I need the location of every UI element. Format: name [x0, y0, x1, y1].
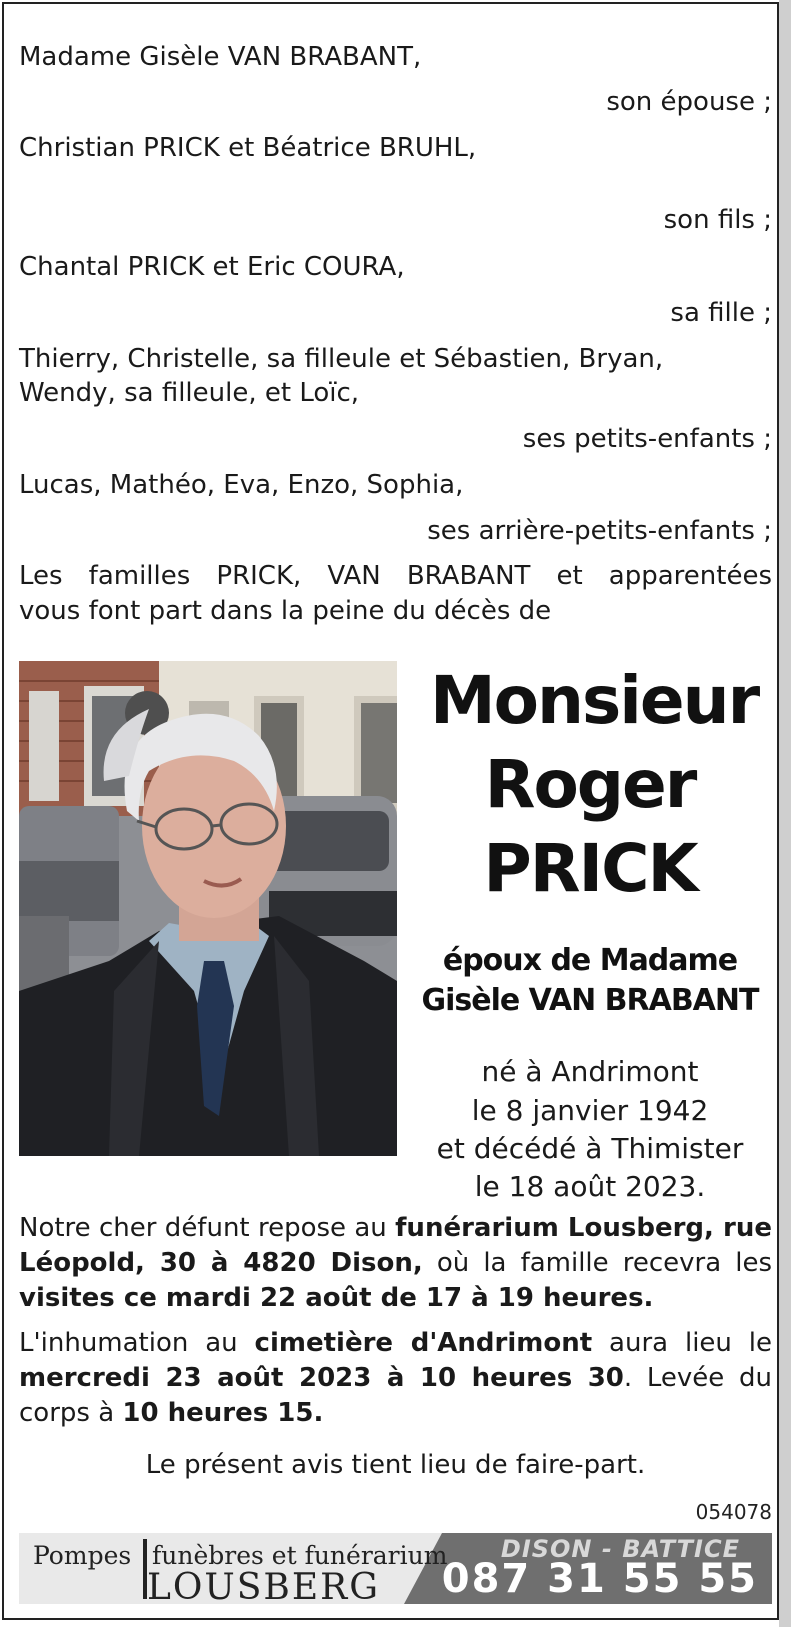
banner-funebres: funèbres et funérarium — [152, 1541, 448, 1570]
family-role-spouse: son épouse ; — [606, 87, 772, 117]
birth-place: né à Andrimont — [481, 1055, 699, 1088]
funeral-home-banner — [19, 1533, 772, 1604]
spouse-line-1: époux de Madame — [442, 943, 738, 978]
burial-cemetery: cimetière d'Andrimont — [254, 1328, 593, 1358]
portrait-photo — [19, 661, 397, 1156]
family-line-families: Les familles PRICK, VAN BRABANT et apparentées — [19, 561, 772, 591]
banner-phone: 087 31 55 55 — [441, 1556, 758, 1602]
visit-text-1: Notre cher défunt repose au — [19, 1213, 396, 1243]
burial-text-3: . Levée du corps à — [19, 1363, 773, 1428]
family-role-great-grandchildren: ses arrière-petits-enfants ; — [427, 516, 772, 546]
burial-datetime: mercredi 23 août 2023 à 10 heures 30 — [19, 1363, 624, 1393]
family-line-grandchildren-2: Wendy, sa filleule, et Loïc, — [19, 378, 360, 408]
burial-text-1: L'inhumation au — [19, 1328, 255, 1358]
deceased-last-name: PRICK — [483, 830, 697, 907]
deceased-title: Monsieur — [430, 662, 759, 739]
family-role-daughter: sa fille ; — [670, 298, 772, 328]
visit-hours: visites ce mardi 22 août de 17 à 19 heures. — [19, 1283, 654, 1313]
banner-city: DISON - BATTICE — [500, 1535, 740, 1563]
family-line-spouse: Madame Gisèle VAN BRABANT, — [19, 42, 422, 72]
family-role-grandchildren: ses petits-enfants ; — [522, 424, 772, 454]
birth-date: le 8 janvier 1942 — [471, 1094, 709, 1127]
family-line-daughter: Chantal PRICK et Eric COURA, — [19, 252, 405, 282]
family-role-son: son fils ; — [663, 205, 772, 235]
notice-text: Le présent avis tient lieu de faire-part. — [145, 1450, 646, 1480]
deceased-first-name: Roger — [484, 746, 696, 823]
scrollbar[interactable] — [779, 0, 791, 1627]
burial-departure-time: 10 heures 15. — [122, 1398, 324, 1428]
spouse-line-2: Gisèle VAN BRABANT — [421, 983, 759, 1018]
family-line-announcement: vous font part dans la peine du décès de — [19, 596, 552, 626]
visit-location: funérarium Lousberg, rue Léopold, 30 à 4820 Dison, — [19, 1213, 772, 1278]
banner-brand: LOUSBERG — [147, 1567, 381, 1604]
burial-text-2: aura lieu le — [592, 1328, 772, 1358]
visit-paragraph — [19, 1211, 772, 1316]
death-date: le 18 août 2023. — [474, 1170, 706, 1203]
burial-paragraph — [19, 1326, 772, 1431]
death-place: et décédé à Thimister — [436, 1132, 744, 1165]
visit-text-2: où la famille recevra les — [422, 1248, 773, 1278]
banner-pompes: Pompes — [33, 1541, 132, 1570]
family-line-son: Christian PRICK et Béatrice BRUHL, — [19, 133, 477, 163]
family-line-grandchildren-1: Thierry, Christelle, sa filleule et Sébastien, Bryan, — [19, 344, 664, 374]
reference-number: 054078 — [695, 1500, 772, 1524]
family-line-great-grandchildren: Lucas, Mathéo, Eva, Enzo, Sophia, — [19, 470, 464, 500]
